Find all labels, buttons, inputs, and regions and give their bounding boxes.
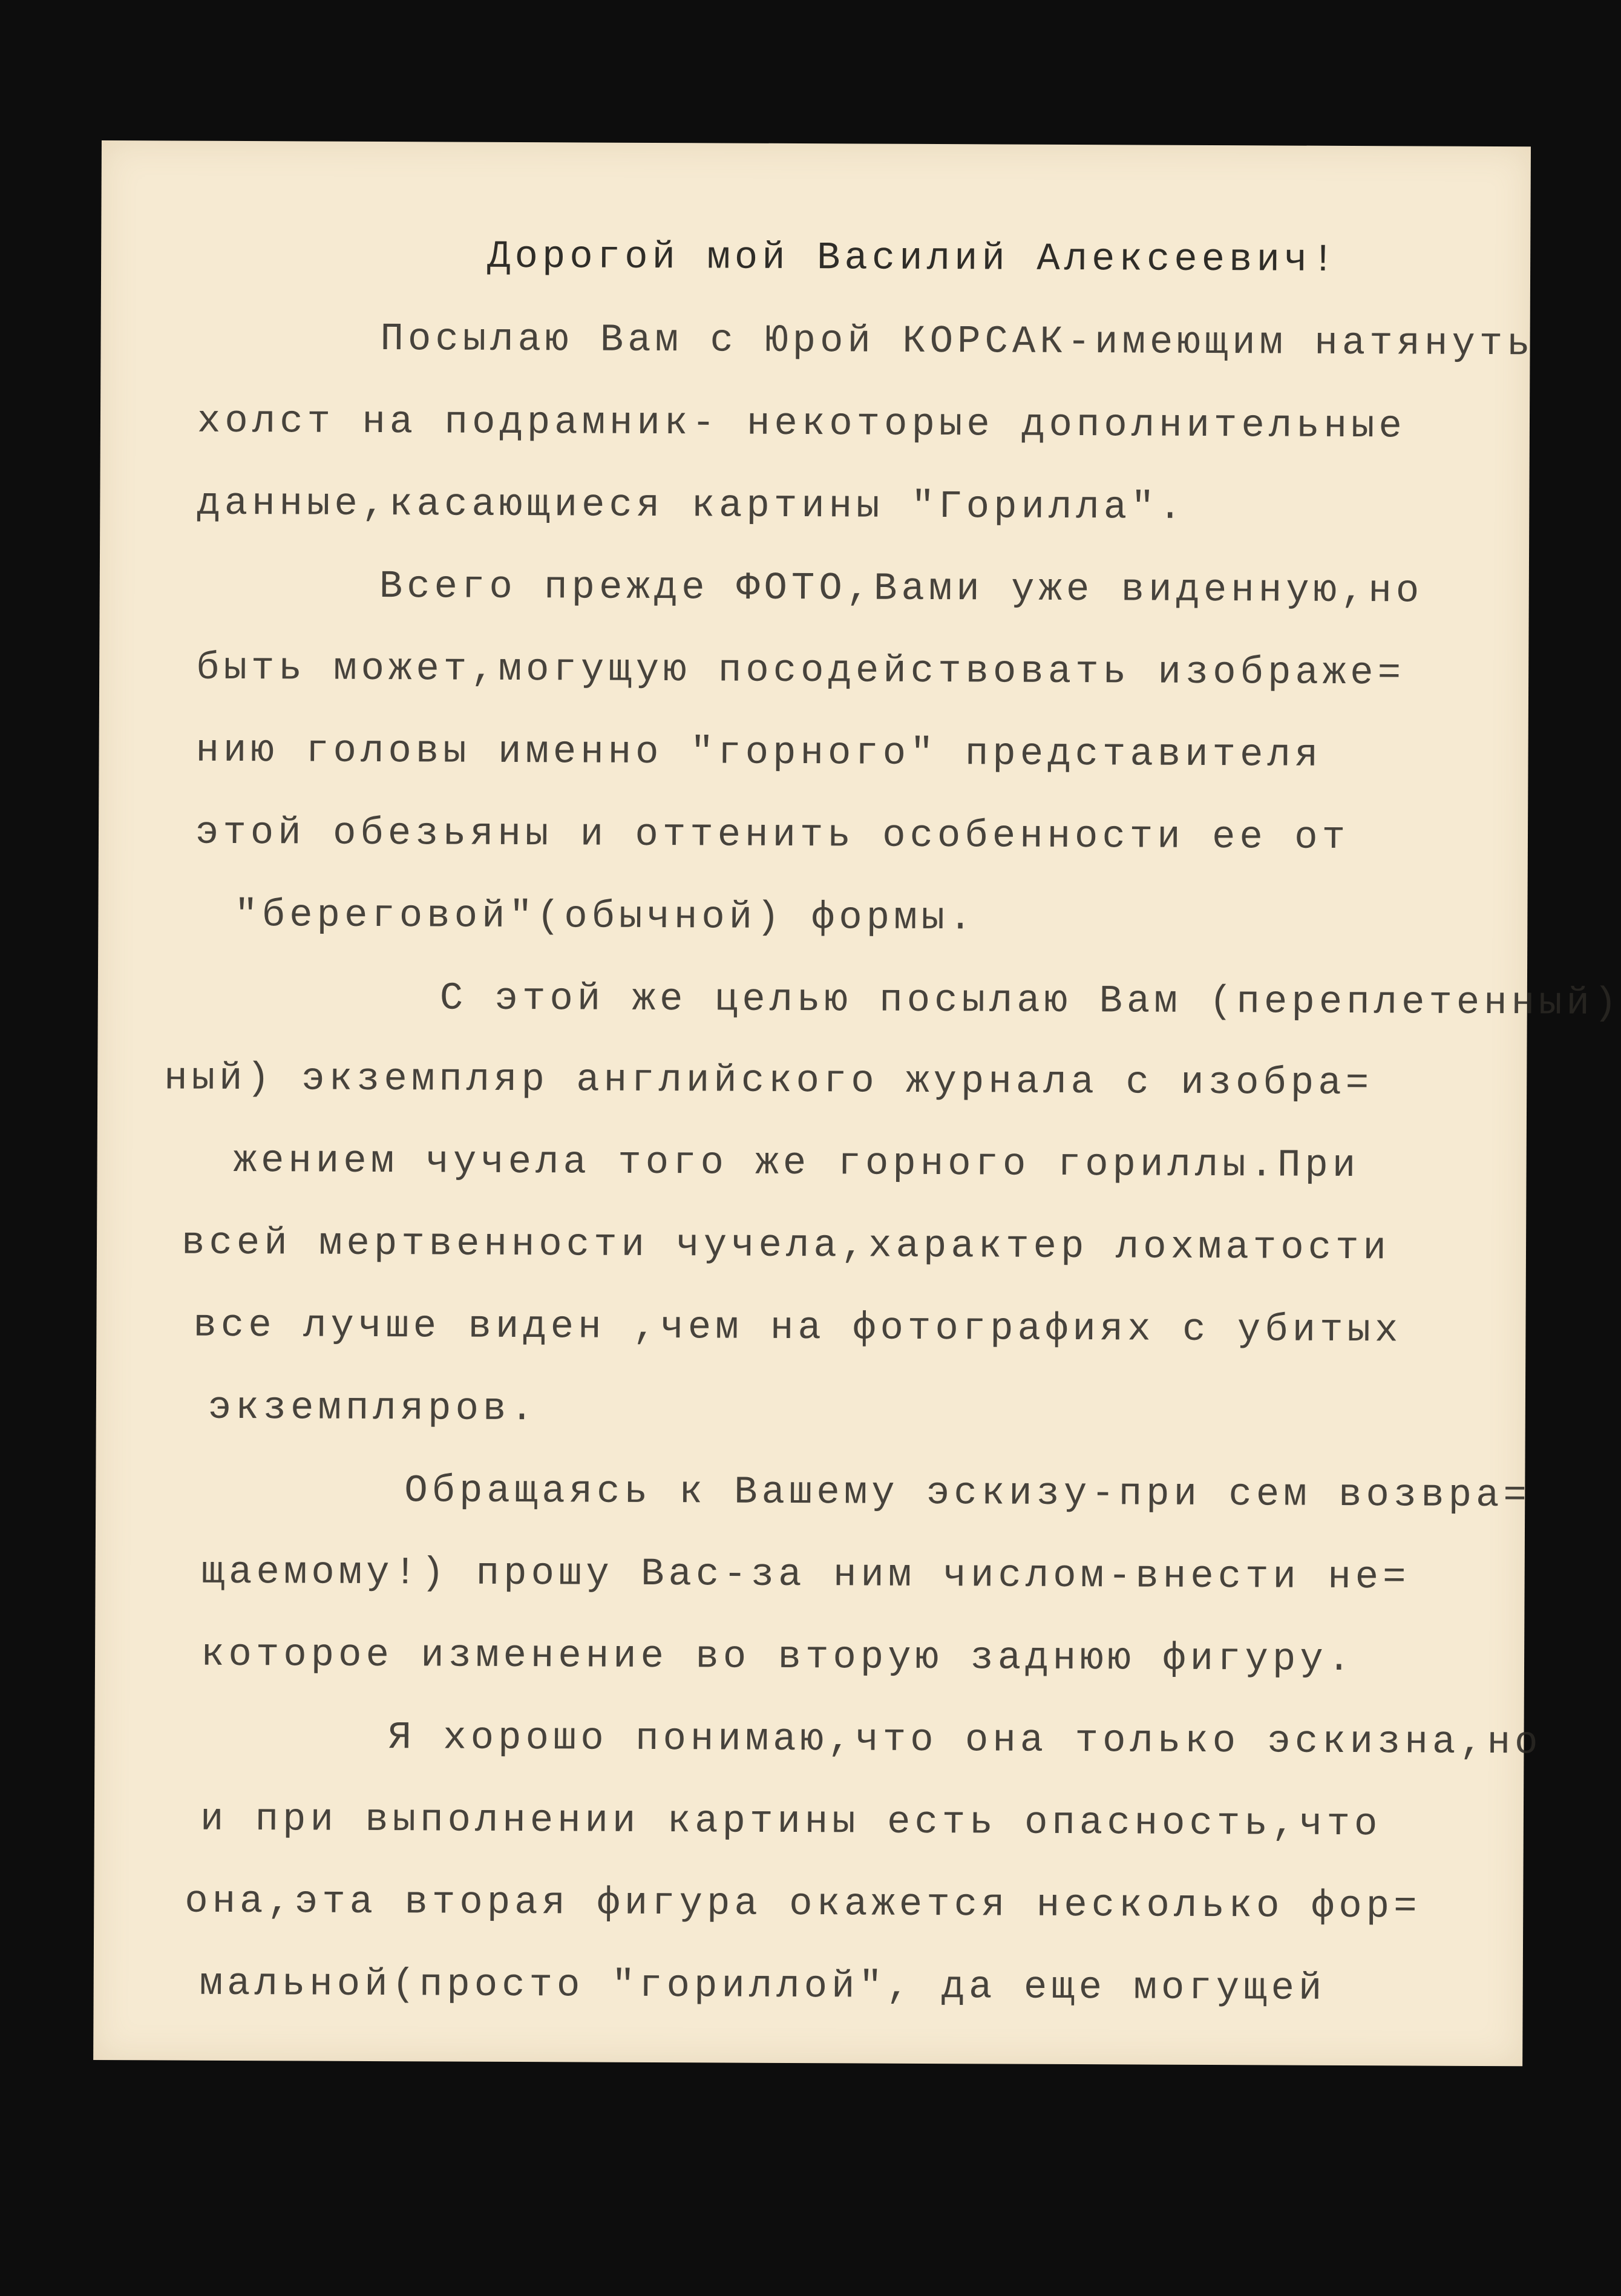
letter-line: "береговой"(обычной) формы. xyxy=(234,893,977,941)
letter-line: которое изменение во вторую заднюю фигуру. xyxy=(200,1633,1355,1682)
letter-greeting: Дорогой мой Василий Алексеевич! xyxy=(487,235,1339,283)
letter-line: Всего прежде ФОТО,Вами уже виденную,но xyxy=(379,565,1424,614)
letter-line: С этой же целью посылаю Вам (переплетенный) xyxy=(439,977,1621,1026)
letter-line: всей мертвенности чучела,характер лохматости xyxy=(181,1221,1391,1271)
letter-page xyxy=(93,140,1621,2066)
letter-line: этой обезьяны и оттенить особенности ее от xyxy=(195,811,1350,861)
letter-line: данные,касающиеся картины "Горилла". xyxy=(197,482,1187,530)
letter-line: Обращаясь к Вашему эскизу-при сем возвра= xyxy=(404,1469,1531,1518)
typed-letter xyxy=(93,140,1621,2066)
letter-line: холст на подрамник- некоторые дополнительные xyxy=(197,399,1406,449)
letter-line: Я хорошо понимаю,что она только эскизна,но xyxy=(388,1716,1542,1765)
letter-line: экземпляров. xyxy=(208,1386,538,1432)
letter-line: жением чучела того же горного гориллы.При xyxy=(233,1139,1360,1189)
letter-line: нию головы именно "горного" представителя xyxy=(195,729,1323,778)
letter-line: быть может,могущую посодействовать изображе= xyxy=(196,646,1406,696)
letter-line: Посылаю Вам с Юрой КОРСАК-имеющим натянуть xyxy=(380,318,1534,367)
letter-line: ный) экземпляр английского журнала с изобра= xyxy=(164,1057,1374,1106)
letter-line: все лучше виден ,чем на фотографиях с убитых xyxy=(193,1304,1403,1353)
letter-line: и при выполнении картины есть опасность,что xyxy=(200,1797,1382,1847)
letter-line: щаемому!) прошу Вас-за ним числом-внести не= xyxy=(201,1550,1410,1600)
letter-line: она,эта вторая фигура окажется несколько фор= xyxy=(185,1880,1421,1929)
letter-line: мальной(просто "гориллой", да еще могущей xyxy=(199,1962,1326,2011)
